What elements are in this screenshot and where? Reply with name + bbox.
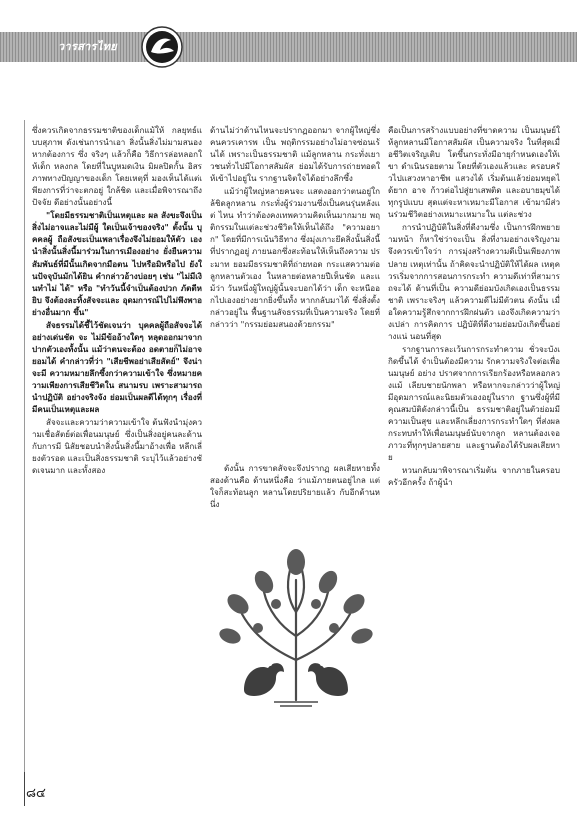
page-number: ๘๔	[26, 786, 46, 801]
text-column-2-continued	[210, 462, 380, 534]
text-column-2	[210, 124, 380, 420]
text-column-1	[32, 124, 202, 804]
magazine-logo-icon	[141, 26, 183, 68]
paragraph: รากฐานการละเว้นการกระทำความ ชั่วจะบังเกิดขึ้นได้ จำเป็นต้องมีความ รักความจริงใจต่อเพื่อนมนุษย์ อย่าง ปราศจากการเรียกร้องหรือหลอกลวงแม้ เลียบชายนักพลา หรือหากจะกล่าวว่าผู้ใหญ่ มีอุดมการณ์และนิยมตัวเองอยู่ในราก ฐานซึ่งผู้ที่มีคุณสมบัติดังกล่าวนี้เป็น ธรรมชาติอยู่ในตัวย่อมมีความเป็นสุข และหลีกเลี่ยงการกระทำใดๆ ที่ส่งผล กระทบทำให้เพื่อนมนุษย์นับจากลูก หลานต้องเจอภาวะที่ทุกๆปลายสาย และฐานต้องได้รับผลเสียหาย	[388, 343, 560, 463]
column-rule	[24, 120, 25, 780]
paragraph: ดังนั้น การขาดสัจจะจึงปรากฏ ผลเสียหายทั้งสองด้านคือ ด้านหนึ่งคือ ว่าแม้ภายตนอยู่ไกล แต่ใจก็สะท้อนลูก หลานโดยปริยายแล้ว กับอีกด้านหนึ่ง	[210, 463, 380, 510]
paragraph: หวนกลับมาพิจารณาเริ่มต้น จากภายในครอบครัวอีกครั้ง ถ้าผู้นำ	[388, 465, 560, 488]
tree-of-life-ornament-icon	[214, 540, 378, 708]
paragraph: สัจธรรมได้ชี้ไว้ชัดเจนว่า บุคคลผู้ถือสัจจะได้อย่างเด่นชัด จะ ไม่มีข้ออ้างใดๆ หลุดออกมาจาก ปากตัวเองทั้งนั้น แม้ว่าตนจะต้อง อดตายก็ไม่อาจยอมได้ คำกล่าวที่ว่า "เสียชีพอย่าเสียสัตย์" จึงน่าจะมี ความหมายลึกซึ้งกว่าความเข้าใจ ซึ่งหมายความเพียงการเสียชีวิตใน สนามรบ เพราะสามารถนำปฏิบัติ อย่างจริงจัง ย่อมเป็นผลดีได้ทุกๆ เรื่องที่มีคนเป็นเหตุและผล	[32, 319, 202, 415]
paragraph: สัจจะและความว่าความเข้าใจ ต้นฟังนำมุ่งความเชื่อสัตย์ต่อเพื่อนมนุษย์ ซึ่งเป็นสิ่งอยู่คนละด้านกับการมี นิสัยชอบนำสิ่งนั้นสิ่งนี้มาอ้างเพื่อ หลีกเลี่ยงตัวรอด และเป็นสิ่งธรรมชาติ ระบุไว้แล้วอย่างชัดเจนมาก และทั้งสอง	[32, 417, 202, 476]
paragraph: ซึ่งควรเกิดจากธรรมชาติของเด็กแม้ให้ กลยุทธ์แบบสุภาพ ดังเช่นการนำเอา สิ่งนั้นสิ่งไม่มามสนองหากต้องการ ซึ่ง จริงๆ แล้วก็คือ วิธีการล่อหลอกให้เด็ก หลงกล โดยที่ในบูหมดเงิน มิผลปิดกั้น อิสรภาพทางปัญญาของเด็ก โดยเหตุที่ มองเห็นได้แต่เพียงการที่ว่าจะตกอยู่ ใกล้ชิด และเมื่อพิจารณาถึงปัจจัย ดีอย่างนั้นอย่างนี้	[32, 125, 202, 208]
paragraph: คือเป็นการสร้างแบบอย่างที่ขาดความ เป็นมนุษย์ให้ลูกหลานมีโอกาสสัมผัส เป็นความจริง ในที่สุดเมื่อชีวิตเจริญเติบ โตขึ้นกระทั่งมีอายุกำหนดเองให้เขา ดำเนินรอยตาม โดยที่ตัวเองแล้วและ ครอบครัวไปแสวงหาอาชีพ แสวงได้ เริ่มต้นแล้วย่อมหยุดได้ยาก อาจ ก้าวต่อไปสู่ยาเสพติด และอบายมุขได้ ทุกรูปแบบ สุดแต่จะหาเหมาะมีโอกาส เข้ามามีส่วนร่วมชีวิตอย่างเหมาะเหมาะใน แต่ละช่วง	[388, 125, 560, 220]
paragraph: ด้านไม่ว่าด้านไหนจะปรากฏออกมา จากผู้ใหญ่ซึ่งคนควรเคารพ เป็น พฤติกรรมอย่างไม่อาจซ่อนเร้นได้ เพราะเป็นธรรมชาติ แม้ลูกหลาน กระทั่งเยาวชนทั่วไปมีโอกาสสัมผัส ย่อมได้รับการถ่ายทอดให้เข้าไปอยู่ใน รากฐานจิตใจได้อย่างลึกซึ้ง	[210, 125, 380, 184]
paragraph: "โดยมีธรรมชาติเป็นเหตุและ ผล สังขะจึงเป็นสิ่งไม่อาจและไม่มีผู้ ใดเป็นเจ้าของจริง" ตั้งนั้น บุคคลผู้ ถือสังขะเป็นเพลาเรื่องจึงไม่ยอมให้ตัว เองนำสิ่งนั้นสิ่งนี้มาร่วมในการเมืองอย่าง ยั่งยืนความสัมพันธ์ที่มีนั้นเกิดจากมือตน ไปหรือมิหรือไป ยังในปัจจุบันมักได้ยิน คำกล่าวอ้างบ่อยๆ เช่น "ไม่มีเงินทำไม่ ได้" หรือ "ทำวันนี้จำเป็นต้องปวก ภัตตีหยิบ จึงต้องละทิ้งสัจจะและ อุดมการณ์ไปไม่พึงพาอย่างอื่นมาก ขึ้น"	[32, 210, 202, 317]
text-column-3	[388, 124, 560, 814]
paragraph: แม้ว่าผู้ใหญ่หลายคนจะ แสดงออกว่าตนอยู่ใกล้ชิดลูกหลาน กระทั่งผู้ร่วมงานซึ่งเป็นคนรุ่นหลังแต่ ไหน ทำว่าต้องคงเทพความคิดเห็นมากมาย พฤติกรรมในแต่ละช่วงชีวิตให้เห็นได้ถึง "ความอยาก" โดยที่มีการเน้นวิธีทาง ซึ่งมุ่งเกาะยึดสิ่งนั้นสิ่งนี้ที่ปรากฏอยู่ ภายนอกซึ่งสะท้อนให้เห็นถึงความ ประมาท ยอมมีธรรมชาติที่ถ่ายทอด กระแสความต่อลูกหลานตัวเอง ในหลายต่อหลายปีเห็นชัด และแม้ว่า วันหนึ่งผู้ใหญ่ผู้นั้นจะบอกได้ว่า เด็ก จะหนีออกไปเองอย่างยากยิ่งขึ้นทั้ง หากกลับมาได้ ซึ่งสิ่งตั้งกล่าวอยู่ใน พื้นฐานสัจธรรมที่เป็นความจริง โดยที่ กล่าวว่า "กรรมย่อมสนองด้วยกรรม"	[210, 186, 380, 329]
paragraph: การนำปฏิบัติในสิ่งที่ดีงามซึ่ง เป็นการฝึกพยายามหน้า ก็หาใช่ว่าจะเป็น สิ่งที่งามอย่างเจริญงาม จึงควรเข้าใจว่า การมุ่งสร้างความดีเป็นเพียงภาพปลาย เหตุเท่านั้น ถ้าคิดจะนำปฏิบัติให้ได้ผล เหตุควรเริ่มจากการสอนการกระทำ ความดีเท่าที่สามารถจะได้ ด้านที่เป็น ความดีย่อมบังเกิดเองเป็นธรรมชาติ เพราะจริงๆ แล้วความดีไม่มีตัวตน ดังนั้น เมื่อใดความรู้สึกจากการฝึกฝนตัว เองจึงเกิดความว่างเปล่า การคิดการ ปฏิบัติที่ดีงามย่อมบังเกิดขึ้นอย่างแน่ นอนที่สุด	[388, 222, 560, 341]
page-number-rule	[24, 772, 25, 806]
section-label: วารสารไทย	[58, 40, 117, 53]
